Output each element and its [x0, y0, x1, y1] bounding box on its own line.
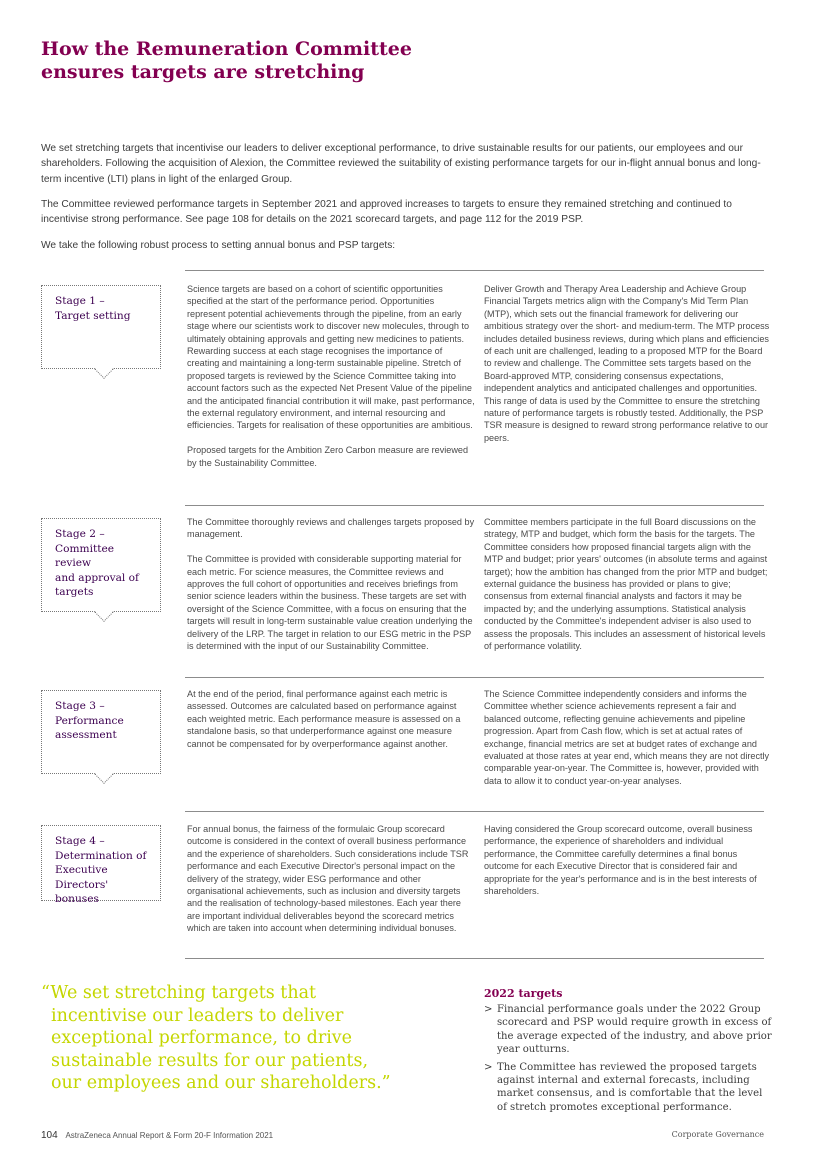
stage-3-right-column — [484, 688, 772, 787]
stage-pointer — [94, 764, 114, 784]
page-title-line: ensures targets are stretching — [41, 61, 365, 83]
body-paragraph: At the end of the period, final performance against each metric is assessed. Outcomes are calculated based on performance against each weighted metric. Each performance measure is assessed on a standalone basis, so that underperformance against one measure cannot be compensated for by overperformance against another. — [187, 689, 461, 749]
stage-1-left-column — [187, 283, 475, 469]
body-paragraph: Having considered the Group scorecard outcome, overall business performance, the experience of shareholders and individual performance, the Committee carefully determines a final bonus outcome for each Executive Director that is considered fair and appropriate for the year's performance and is in the best interests of shareholders. — [484, 824, 757, 897]
list-item-text: Financial performance goals under the 2022 Group scorecard and PSP would require growth in excess of the average expected of the industry, and above prior year outturns. — [497, 1004, 772, 1056]
stage-label-line: Stage 3 – — [55, 700, 105, 712]
stage-label-line: Committee review — [55, 542, 115, 570]
stage-label-line: targets — [55, 586, 94, 599]
stage-label-line: Stage 2 – — [55, 528, 105, 540]
publication-title: AstraZeneca Annual Report & Form 20-F Information 2021 — [65, 1131, 274, 1140]
stage-label-line: Target setting — [55, 309, 131, 322]
quote-line: exceptional performance, to drive — [51, 1028, 353, 1048]
divider — [185, 958, 764, 959]
body-paragraph: For annual bonus, the fairness of the formulaic Group scorecard outcome is considered in the context of overall business performance and the experience of shareholders. Such considerations include TSR performance and each Executive Director's personal impact on the delivery of the strategy, wider ESG performance and other organisational achievements, such as inclusion and diversity targets and the realisation of technology-based milestones. Each year there are important individual deliverables beyond the scorecard metrics which are taken into account when determining individual bonuses. — [187, 824, 469, 934]
divider — [185, 505, 764, 506]
stage-4-box — [41, 825, 161, 906]
list-item-text: The Committee has reviewed the proposed targets against internal and external forecasts, including market consensus, and is comfortable that the level of stretch promotes exceptional performance. — [497, 1061, 763, 1113]
body-paragraph: The Committee is provided with considerable supporting material for each metric. For science measures, the Committee reviews and approves the full cohort of opportunities and receives briefings from senior science leaders within the business. These targets are set with oversight of the Science Committee, with a focus on ensuring that the targets will result in long-term sustainable value creation underlying the delivery of the LRP. The target in relation to our ESG metric in the PSP is determined with the input of our Sustainability Committee. — [187, 554, 473, 652]
stage-label-line: bonuses — [55, 893, 99, 906]
targets-heading: 2022 targets — [484, 987, 563, 1000]
stage-label-line: assessment — [55, 729, 117, 742]
stage-label-line: Stage 1 – — [55, 295, 105, 307]
intro-paragraph: We take the following robust process to setting annual bonus and PSP targets: — [41, 240, 396, 251]
stage-2-left-column — [187, 516, 475, 652]
quote-line: incentivise our leaders to deliver — [51, 1005, 344, 1026]
page-title — [41, 38, 601, 84]
stage-3-box — [41, 690, 161, 774]
divider — [185, 270, 764, 271]
stage-4-left-column — [187, 823, 475, 935]
body-paragraph: The Committee thoroughly reviews and challenges targets proposed by management. — [187, 517, 475, 540]
list-item — [484, 1003, 774, 1057]
intro-paragraph: The Committee reviewed performance targets in September 2021 and approved increases to targets to ensure they remained stretching and continued to incentivise strong performance. See page 108 for details on the 2021 scorecard targets, and page 112 for the 2019 PSP. — [41, 199, 732, 226]
body-paragraph: Science targets are based on a cohort of scientific opportunities specified at the start of the performance period. Opportunities represent potential achievements through the pipeline, from an early stage where our scientists work to discover new molecules, through to ultimately obtaining approvals and getting new medicines to patients. Rewarding success at each stage recognises the importance of creating and maintaining a long-term sustainable pipeline. Stretch of proposed targets is reviewed by the Science Committee taking into account factors such as the expected Net Present Value of the pipeline and the anticipated financial contribution it will make, past performance, the external regulatory environment, and internal resourcing and efficiencies. Targets for realisation of these opportunities are ambitious. — [187, 284, 475, 431]
targets-list — [484, 1003, 774, 1118]
footer-left — [41, 1130, 273, 1141]
stage-label-line: Performance — [55, 714, 124, 727]
stage-3-left-column — [187, 688, 475, 750]
chevron-right-icon: > — [484, 1061, 493, 1073]
stage-label-line: and approval of — [55, 571, 139, 584]
stage-1-box — [41, 285, 161, 369]
intro-paragraph: We set stretching targets that incentivise our leaders to deliver exceptional performance, to drive sustainable results for our patients, our employees and our shareholders. Following the acquisition of Alexion, the Committee reviewed the suitability of existing performance targets for our in-flight annual bonus and long-term incentive (LTI) plans in light of the enlarged Group. — [41, 143, 761, 185]
stage-label-line: Stage 4 – — [55, 835, 105, 847]
pull-quote — [41, 982, 441, 1095]
divider — [185, 677, 764, 678]
footer-section: Corporate Governance — [671, 1130, 764, 1139]
stage-2-box — [41, 518, 161, 612]
stage-pointer — [94, 602, 114, 622]
quote-line: our employees and our shareholders.” — [51, 1073, 391, 1093]
list-item — [484, 1061, 774, 1115]
quote-line: “We set stretching targets that — [41, 983, 317, 1003]
page-number: 104 — [41, 1130, 58, 1141]
body-paragraph: Committee members participate in the full Board discussions on the strategy, MTP and budget, which form the basis for the targets. The Committee considers how proposed financial targets align with the MTP and budget; prior years' outcomes (in absolute terms and against target); how the ambition has changed from the prior MTP and budget; external guidance the business has provided or plans to give; consensus from external financial analysts and factors it may be impacted by; and the underlying assumptions. Statistical analysis conducted by the Committee's independent adviser is also used to assess the proposals. This includes an assessment of historical levels of performance volatility. — [484, 517, 768, 652]
stage-label-line: Executive Directors' — [55, 864, 109, 891]
stage-4-right-column — [484, 823, 772, 897]
stage-pointer — [94, 359, 114, 379]
body-paragraph: The Science Committee independently considers and informs the Committee whether science achievements represent a fair and balanced outcome, reflecting genuine achievements and pipeline progression. Apart from Cash flow, which is set at actual rates of exchange, financial metrics are set at budget rates of exchange and evaluated at those rates at year end, which means they are not directly comparable year-on-year. The Committee is, however, provided with data to allow it to conduct year-on-year analyses. — [484, 689, 770, 786]
quote-line: sustainable results for our patients, — [51, 1050, 369, 1071]
body-paragraph: Deliver Growth and Therapy Area Leadership and Achieve Group Financial Targets metrics align with the Company's Mid Term Plan (MTP), which sets out the financial framework for delivering our ambitious strategy over the short- and medium-term. The MTP process includes detailed business reviews, during which plans and efficiencies of each unit are challenged, leading to a proposed MTP for the Board to review and challenge. The Committee sets targets based on the Board-approved MTP, considering consensus expectations, independent analytics and anticipated challenges and opportunities. This range of data is used by the Committee to ensure the stretching nature of performance targets is robustly tested. Additionally, the PSP TSR measure is designed to reward strong performance relative to our peers. — [484, 284, 770, 443]
page-title-line: How the Remuneration Committee — [41, 38, 412, 60]
divider — [185, 811, 764, 812]
stage-1-right-column — [484, 283, 772, 444]
chevron-right-icon: > — [484, 1004, 493, 1015]
stage-2-right-column — [484, 516, 772, 652]
body-paragraph: Proposed targets for the Ambition Zero Carbon measure are reviewed by the Sustainability Committee. — [187, 445, 469, 468]
stage-label-line: Determination of — [55, 849, 147, 862]
